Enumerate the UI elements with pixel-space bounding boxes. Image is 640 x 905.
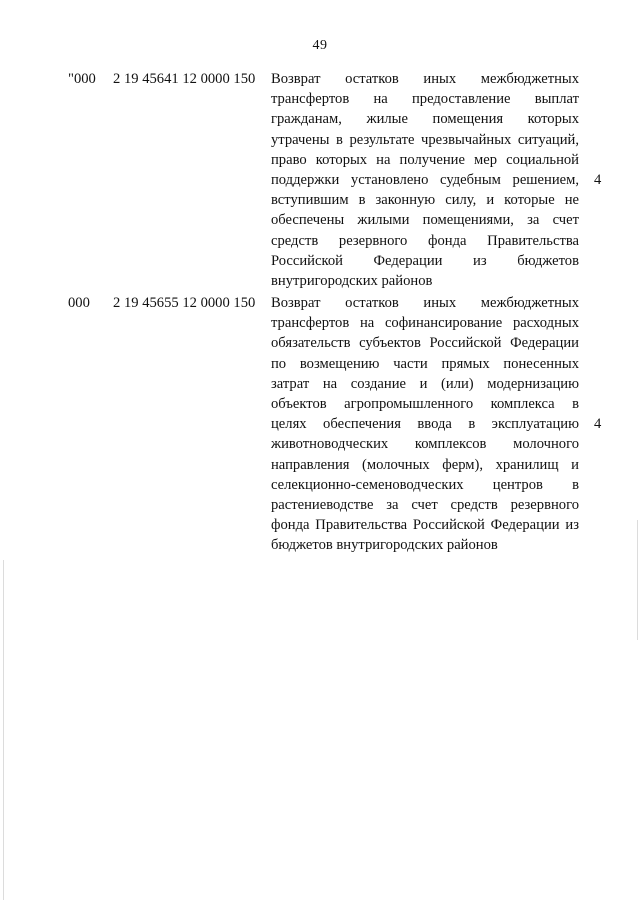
description-line: Российской Федерации из бюджетов — [271, 252, 579, 269]
page-number: 49 — [312, 38, 328, 53]
description-line: трансфертов на предоставление выплат — [271, 91, 579, 108]
budget-classification-code: 2 19 45655 12 0000 150 — [113, 295, 256, 311]
description-line: обеспечены жилыми помещениями, за счет — [271, 212, 579, 229]
description-line: объектов агропромышленного комплекса в — [271, 395, 579, 412]
description-line: средств резервного фонда Правительства — [271, 232, 579, 249]
description-line: право которых на получение мер социальной — [271, 151, 579, 168]
description-line: по возмещению части прямых понесенных — [271, 355, 579, 372]
description-line: целях обеспечения ввода в эксплуатацию — [271, 416, 579, 433]
scan-edge-line — [3, 560, 4, 900]
admin-code: "000 — [68, 71, 96, 87]
description-line: гражданам, жилые помещения которых — [271, 111, 579, 128]
description-line: растениеводстве за счет средств резервного — [271, 496, 579, 513]
description-line: поддержки установлено судебным решением, — [271, 171, 579, 188]
row-description — [271, 293, 579, 555]
description-line: Возврат остатков иных межбюджетных — [271, 295, 579, 311]
description-line: внутригородских районов — [271, 272, 433, 289]
description-line: направления (молочных ферм), хранилищ и — [271, 456, 579, 473]
row-description — [271, 69, 579, 291]
description-line: Возврат остатков иных межбюджетных — [271, 71, 579, 87]
description-line: животноводческих комплексов молочного — [271, 436, 579, 453]
description-line: утрачены в результате чрезвычайных ситуаций, — [271, 131, 579, 148]
admin-code: 000 — [68, 295, 90, 311]
amount-value: 4 — [594, 416, 602, 432]
description-line: селекционно-семеноводческих центров в — [271, 476, 579, 493]
scan-edge-line — [637, 520, 638, 640]
amount-value: 4 — [594, 172, 602, 188]
description-line: затрат на создание и (или) модернизацию — [271, 375, 579, 392]
description-line: обязательств субъектов Российской Федерации — [271, 335, 579, 352]
description-line: вступившим в законную силу, и которые не — [271, 192, 579, 209]
description-line: трансфертов на софинансирование расходных — [271, 315, 579, 332]
budget-classification-code: 2 19 45641 12 0000 150 — [113, 71, 256, 87]
description-line: бюджетов внутригородских районов — [271, 537, 498, 554]
description-line: фонда Правительства Российской Федерации из — [271, 517, 579, 534]
